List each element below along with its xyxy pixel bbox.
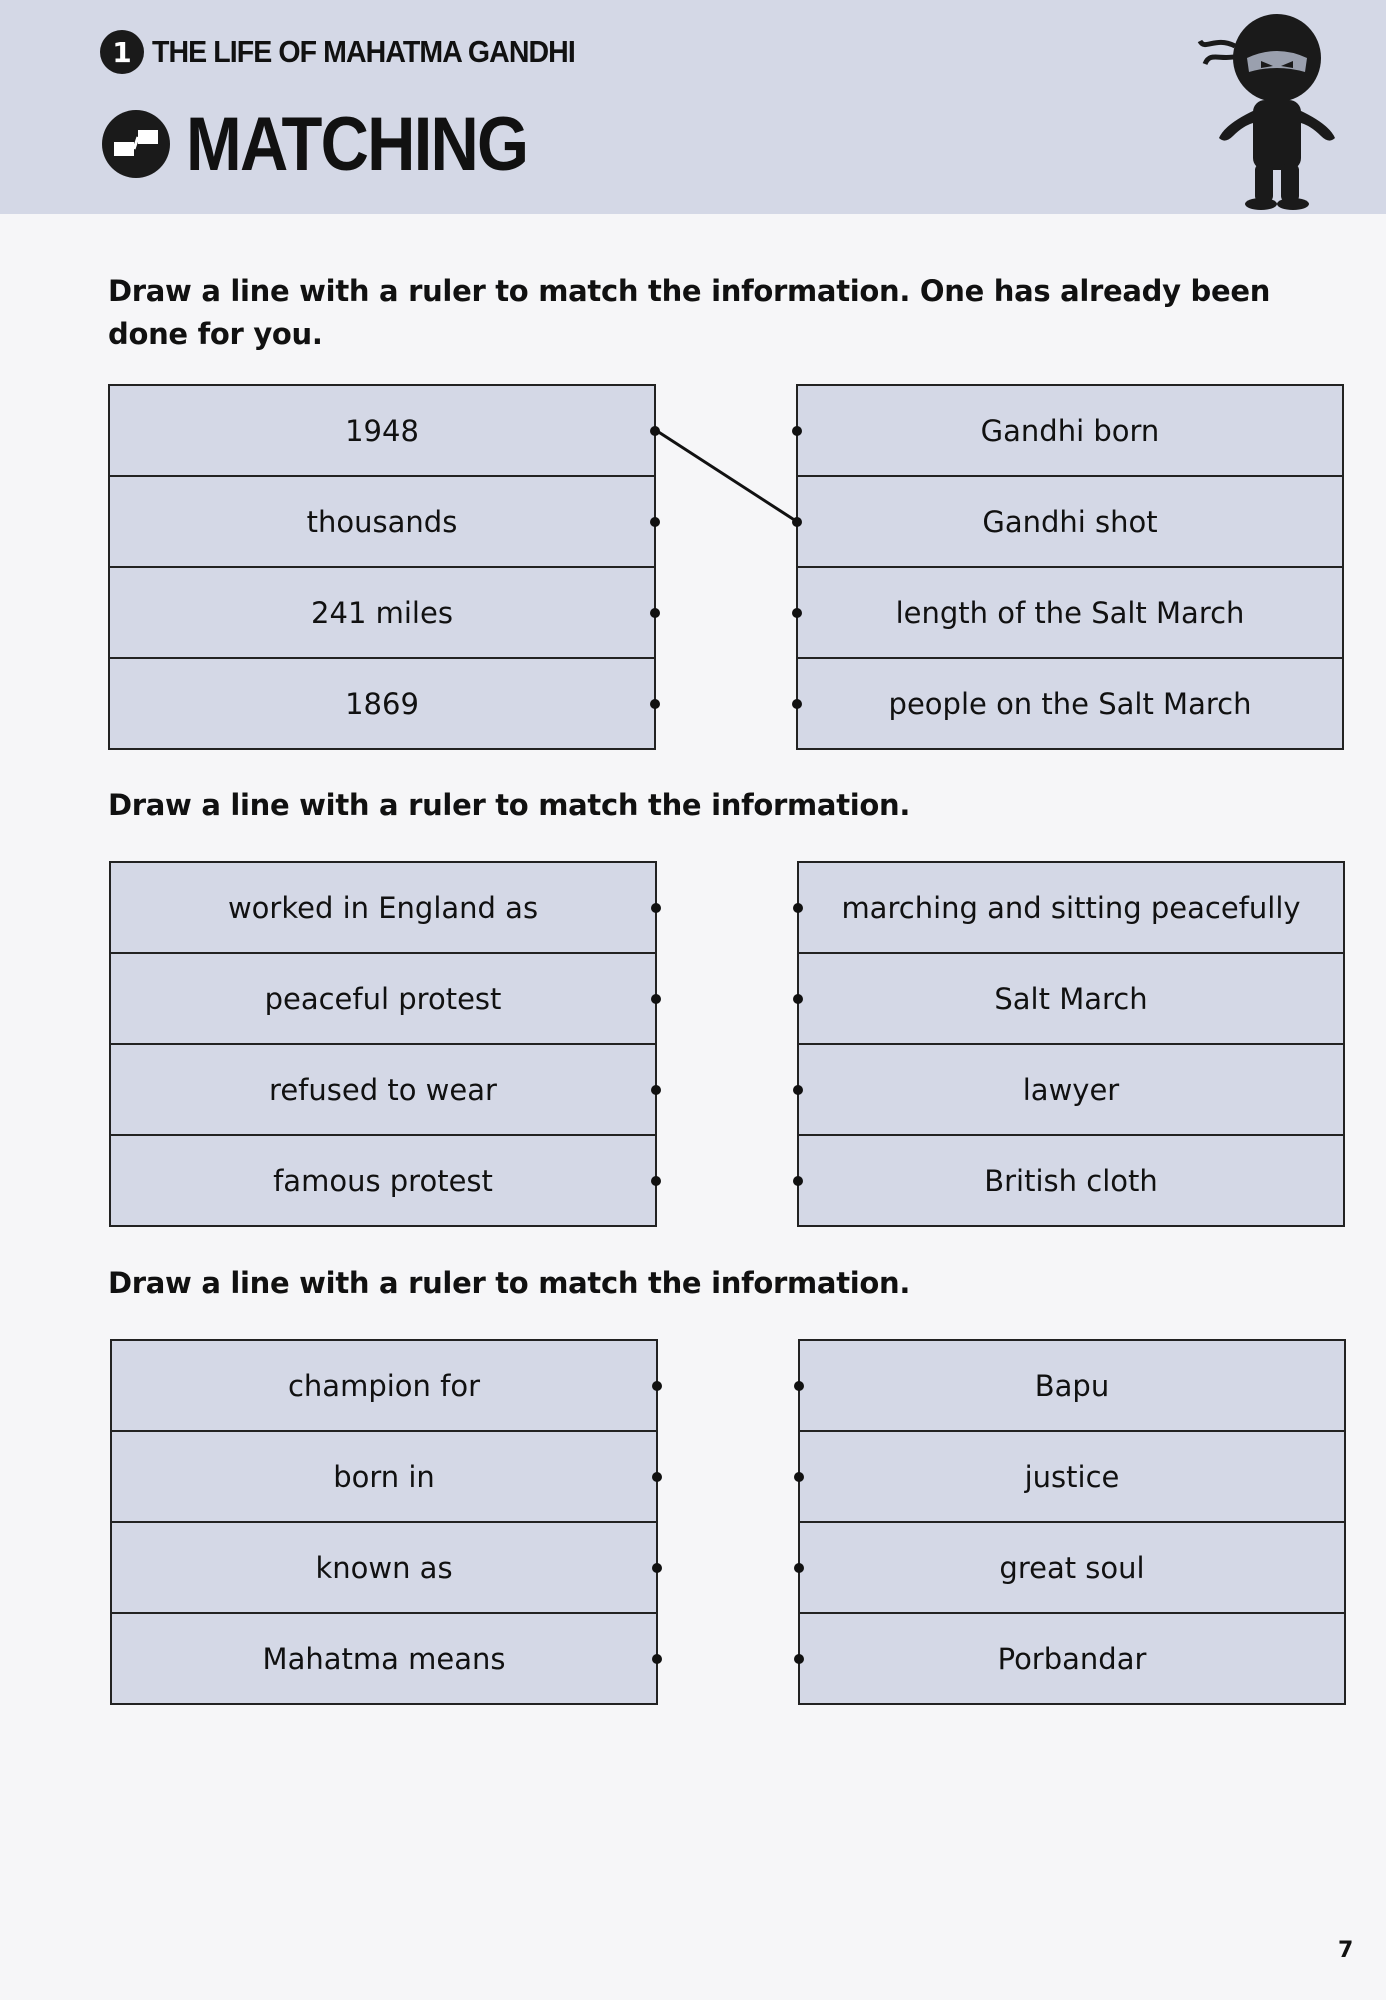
connector-dot[interactable] <box>651 903 661 913</box>
match-item: 1869 <box>110 659 654 748</box>
connector-dot[interactable] <box>793 994 803 1004</box>
match-item: lawyer <box>799 1045 1343 1136</box>
page-header <box>0 0 1386 214</box>
connector-dot[interactable] <box>794 1472 804 1482</box>
matching-icon <box>100 108 172 180</box>
exercise-1-instruction: Draw a line with a ruler to match the information. One has already been done for you. <box>108 274 1271 351</box>
match-item: worked in England as <box>111 863 655 954</box>
match-item: peaceful protest <box>111 954 655 1045</box>
connector-dot[interactable] <box>794 1381 804 1391</box>
connector-dot[interactable] <box>650 517 660 527</box>
match-item: Bapu <box>800 1341 1344 1432</box>
connector-dot[interactable] <box>794 1563 804 1573</box>
connector-dot[interactable] <box>651 994 661 1004</box>
connector-dot[interactable] <box>792 699 802 709</box>
exercise-2-right-column <box>797 861 1345 1227</box>
match-item: Porbandar <box>800 1614 1344 1703</box>
connector-dot[interactable] <box>792 426 802 436</box>
connector-dot[interactable] <box>650 426 660 436</box>
section-heading <box>100 101 574 187</box>
connector-dot[interactable] <box>792 517 802 527</box>
match-item: born in <box>112 1432 656 1523</box>
page-number: 7 <box>1338 1938 1354 1963</box>
exercise-3-instruction: Draw a line with a ruler to match the information. <box>108 1266 911 1300</box>
match-item: famous protest <box>111 1136 655 1225</box>
connector-dot[interactable] <box>794 1654 804 1664</box>
connector-dot[interactable] <box>792 608 802 618</box>
connector-dot[interactable] <box>652 1654 662 1664</box>
match-item: 241 miles <box>110 568 654 659</box>
exercise-2-left-column <box>109 861 657 1227</box>
exercise-1-left-column <box>108 384 656 750</box>
connector-dot[interactable] <box>793 1176 803 1186</box>
match-item: champion for <box>112 1341 656 1432</box>
match-item: marching and sitting peacefully <box>799 863 1343 954</box>
match-item: thousands <box>110 477 654 568</box>
match-item: justice <box>800 1432 1344 1523</box>
match-item: British cloth <box>799 1136 1343 1225</box>
match-item: people on the Salt March <box>798 659 1342 748</box>
connector-dot[interactable] <box>651 1176 661 1186</box>
match-item: Salt March <box>799 954 1343 1045</box>
chapter-number-badge: 1 <box>100 30 144 74</box>
exercise-3-right-column <box>798 1339 1346 1705</box>
connector-dot[interactable] <box>793 903 803 913</box>
match-item: refused to wear <box>111 1045 655 1136</box>
match-item: 1948 <box>110 386 654 477</box>
connector-dot[interactable] <box>652 1563 662 1573</box>
match-item: length of the Salt March <box>798 568 1342 659</box>
connector-dot[interactable] <box>793 1085 803 1095</box>
exercise-1-right-column <box>796 384 1344 750</box>
chapter-heading <box>100 30 612 74</box>
connector-dot[interactable] <box>650 699 660 709</box>
match-item: Gandhi shot <box>798 477 1342 568</box>
example-match-line <box>657 431 796 521</box>
connector-dot[interactable] <box>652 1472 662 1482</box>
section-title: MATCHING <box>186 101 528 187</box>
ninja-mascot-icon <box>1195 6 1355 211</box>
exercise-2-instruction: Draw a line with a ruler to match the information. <box>108 788 911 822</box>
match-item: Mahatma means <box>112 1614 656 1703</box>
chapter-title: THE LIFE OF MAHATMA GANDHI <box>152 34 575 69</box>
connector-dot[interactable] <box>651 1085 661 1095</box>
exercise-3-left-column <box>110 1339 658 1705</box>
connector-dot[interactable] <box>650 608 660 618</box>
match-item: known as <box>112 1523 656 1614</box>
connector-dot[interactable] <box>652 1381 662 1391</box>
match-item: great soul <box>800 1523 1344 1614</box>
match-item: Gandhi born <box>798 386 1342 477</box>
